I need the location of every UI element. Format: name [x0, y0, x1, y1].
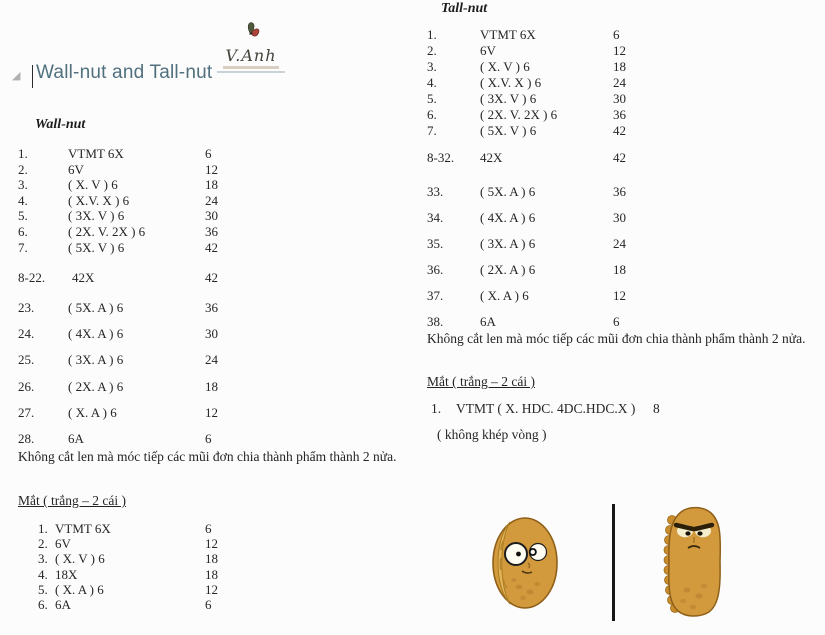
row-number: 27. [18, 404, 35, 420]
row-instruction: ( 3X. V ) 6 [480, 91, 537, 106]
table-row [38, 536, 418, 551]
row-count: 18 [205, 551, 218, 567]
table-row [427, 43, 817, 59]
row-number: 5. [427, 91, 437, 106]
row-number: 4. [427, 75, 437, 90]
row-count: 24 [205, 192, 218, 208]
table-row [18, 400, 418, 426]
row-count: 30 [205, 326, 218, 342]
row-number: 35. [427, 236, 444, 251]
row-instruction: 42X [72, 270, 95, 285]
row-count: 12 [205, 404, 218, 420]
row-instruction: ( 2X. A ) 6 [480, 262, 536, 277]
tallnut-eyes-note: ( không khép vòng ) [437, 427, 547, 442]
table-row [427, 75, 817, 91]
row-count: 36 [613, 107, 626, 122]
butterfly-icon [241, 20, 261, 43]
row-instruction: 18X [55, 566, 78, 582]
row-number: 36. [427, 262, 444, 277]
row-number: 1. [18, 146, 28, 161]
table-row [18, 177, 418, 193]
wallnut-decrease-rows [18, 295, 418, 452]
table-row [38, 521, 418, 536]
row-instruction: VTMT 6X [480, 27, 536, 42]
row-count: 18 [205, 378, 218, 394]
wallnut-main-rows [18, 146, 418, 255]
row-number: 8-32. [427, 150, 455, 165]
wallnut-character-image [489, 516, 561, 610]
collapse-triangle-icon[interactable]: ◢ [12, 69, 21, 82]
row-instruction: 6V [68, 161, 84, 177]
row-count: 36 [613, 184, 626, 199]
row-count: 30 [613, 210, 626, 225]
table-row [427, 107, 817, 123]
row-number: 38. [427, 314, 444, 329]
row-count: 18 [205, 177, 218, 193]
tallnut-repeat-row [427, 150, 817, 166]
row-number: 37. [427, 288, 444, 303]
row-count: 6 [205, 596, 212, 612]
row-instruction: VTMT 6X [55, 521, 111, 536]
row-instruction: ( 5X. A ) 6 [68, 300, 124, 315]
table-row [431, 401, 811, 417]
row-instruction: 6A [68, 430, 84, 446]
row-number: 8-22. [18, 270, 46, 285]
row-number: 3. [18, 177, 28, 193]
row-count: 12 [613, 288, 626, 303]
row-number: 6. [18, 223, 28, 239]
row-count: 30 [613, 91, 626, 106]
page-title: Wall-nut and Tall-nut [36, 62, 213, 83]
wallnut-eyes-rows [38, 521, 418, 612]
wallnut-eyes-heading: Mắt ( trắng – 2 cái ) [18, 493, 126, 508]
table-row [38, 582, 418, 597]
logo-tagline-line [223, 66, 279, 69]
row-number: 5. [18, 208, 28, 224]
row-instruction: ( 2X. V. 2X ) 6 [68, 223, 146, 239]
table-row [427, 179, 817, 205]
wallnut-repeat-row [18, 270, 418, 286]
row-instruction: ( 3X. V ) 6 [68, 208, 125, 224]
table-row [18, 347, 418, 373]
tallnut-note: Không cắt len mà móc tiếp các mũi đơn chia thành phẩm thành 2 nửa. [427, 331, 806, 346]
row-number: 33. [427, 184, 444, 199]
row-instruction: ( X. V ) 6 [480, 59, 530, 74]
row-instruction: ( 5X. V ) 6 [68, 239, 125, 255]
row-number: 1. [38, 521, 48, 536]
row-number: 2. [38, 536, 48, 552]
row-number: 3. [427, 59, 437, 74]
logo-url-line [217, 71, 285, 73]
row-instruction: ( 4X. A ) 6 [480, 210, 536, 225]
tallnut-eyes-row [431, 401, 811, 417]
row-number: 1. [427, 27, 437, 42]
row-number: 23. [18, 300, 35, 315]
row-count: 18 [205, 566, 218, 582]
row-number: 6. [427, 107, 437, 122]
row-instruction: ( 4X. A ) 6 [68, 326, 124, 342]
row-count: 36 [205, 300, 218, 315]
row-count: 6 [205, 430, 212, 446]
row-instruction: ( X. A ) 6 [55, 581, 104, 597]
row-instruction: VTMT ( X. HDC. 4DC.HDC.X ) [456, 401, 636, 416]
row-count: 6 [205, 146, 212, 161]
row-number: 25. [18, 352, 35, 368]
row-number: 24. [18, 326, 35, 342]
row-number: 1. [431, 401, 442, 416]
row-number: 7. [427, 123, 437, 138]
row-instruction: 6A [480, 314, 496, 329]
row-number: 4. [38, 566, 48, 582]
row-count: 24 [613, 236, 626, 251]
row-count: 42 [613, 123, 626, 138]
text-cursor [32, 65, 33, 88]
table-row [427, 59, 817, 75]
row-instruction: 42X [480, 150, 503, 165]
wallnut-note: Không cắt len mà móc tiếp các mũi đơn chia thành phẩm thành 2 nửa. [18, 449, 397, 464]
table-row [427, 231, 817, 257]
row-count: 6 [205, 521, 212, 536]
table-row [38, 597, 418, 612]
table-row [427, 27, 817, 43]
row-count: 12 [205, 161, 218, 177]
table-row [427, 123, 817, 139]
tallnut-decrease-rows [427, 179, 817, 335]
table-row [38, 567, 418, 582]
table-row [427, 150, 817, 166]
row-instruction: ( 2X. A ) 6 [68, 378, 124, 394]
row-count: 18 [613, 59, 626, 74]
tallnut-section-heading: Tall-nut [441, 1, 488, 16]
wallnut-section-heading: Wall-nut [35, 117, 86, 132]
row-count: 24 [613, 75, 626, 90]
row-instruction: 6V [480, 43, 496, 58]
row-count: 36 [205, 223, 218, 239]
row-number: 6. [38, 596, 48, 612]
row-instruction: ( X. A ) 6 [68, 404, 117, 420]
table-row [427, 205, 817, 231]
table-row [18, 270, 418, 286]
row-count: 12 [613, 43, 626, 58]
row-count: 12 [205, 536, 218, 552]
row-instruction: 6V [55, 536, 71, 552]
table-row [18, 374, 418, 400]
row-instruction: ( X.V. X ) 6 [480, 75, 542, 90]
row-number: 4. [18, 192, 28, 208]
row-instruction: ( 3X. A ) 6 [68, 352, 124, 368]
table-row [18, 240, 418, 256]
row-instruction: ( 2X. V. 2X ) 6 [480, 107, 558, 122]
row-instruction: VTMT 6X [68, 146, 124, 161]
tallnut-character-image [657, 504, 730, 621]
row-number: 5. [38, 581, 48, 597]
table-row [18, 321, 418, 347]
row-instruction: 6A [55, 596, 71, 612]
row-count: 24 [205, 352, 218, 368]
divider-line [612, 504, 615, 621]
row-number: 26. [18, 378, 35, 394]
row-count: 12 [205, 581, 218, 597]
table-row [18, 295, 418, 321]
row-count: 6 [613, 27, 620, 42]
row-number: 7. [18, 239, 28, 255]
tallnut-eyes-heading: Mắt ( trắng – 2 cái ) [427, 374, 535, 389]
table-row [18, 224, 418, 240]
tallnut-main-rows [427, 27, 817, 139]
row-count: 42 [613, 150, 626, 165]
row-instruction: ( 5X. V ) 6 [480, 123, 537, 138]
row-instruction: ( X. A ) 6 [480, 288, 529, 303]
row-instruction: ( 3X. A ) 6 [480, 236, 536, 251]
logo [196, 20, 306, 73]
row-instruction: ( X. V ) 6 [55, 551, 105, 567]
table-row [18, 193, 418, 209]
table-row [427, 91, 817, 107]
row-count: 42 [205, 270, 218, 285]
row-number: 2. [18, 161, 28, 177]
row-instruction: ( 5X. A ) 6 [480, 184, 536, 199]
row-count: 42 [205, 239, 218, 255]
row-count: 8 [653, 401, 660, 416]
row-number: 3. [38, 551, 48, 567]
table-row [18, 162, 418, 178]
row-count: 30 [205, 208, 218, 224]
row-number: 34. [427, 210, 444, 225]
row-number: 2. [427, 43, 437, 58]
row-instruction: ( X. V ) 6 [68, 177, 118, 193]
table-row [38, 551, 418, 566]
table-row [427, 283, 817, 309]
table-row [18, 208, 418, 224]
table-row [427, 257, 817, 283]
row-count: 18 [613, 262, 626, 277]
row-number: 28. [18, 430, 35, 446]
row-count: 6 [613, 314, 620, 329]
table-row [18, 146, 418, 162]
row-instruction: ( X.V. X ) 6 [68, 192, 130, 208]
logo-text: V.Anh [225, 46, 277, 65]
